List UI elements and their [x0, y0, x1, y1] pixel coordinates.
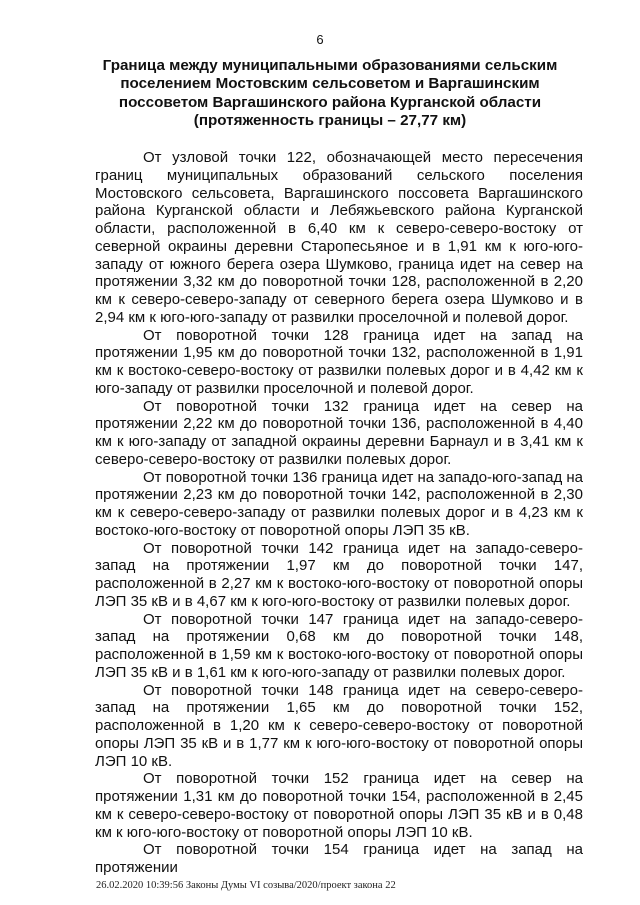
document-footer: 26.02.2020 10:39:56 Законы Думы VI созыва/2020/проект закона 22 [96, 880, 396, 891]
paragraph: От узловой точки 122, обозначающей место пересечения границ муниципальных образований сельского поселения Мостовского сельсовета, Варгашинского поссовета Варгашинского района Курганской области и Лебяжьевского района Курганской области, расположенной в 6,40 км к северо-северо-востоку от северной окраины деревни Старопесьяное и в 1,91 км к юго-юго-западу от южного берега озера Шумково, граница идет на север на протяжении 3,32 км до поворотной точки 128, расположенной в 2,20 км к северо-северо-западу от северного берега озера Шумково и в 2,94 км к юго-юго-западу от развилки проселочной и полевой дорог. [95, 149, 583, 326]
heading-line: поселением Мостовским сельсоветом и Варгашинским [120, 75, 540, 93]
paragraph: От поворотной точки 147 граница идет на западо-северо-запад на протяжении 0,68 км до поворотной точки 148, расположенной в 1,59 км к востоко-юго-востоку от поворотной опоры ЛЭП 35 кВ и в 1,61 км к юго-юго-западу от развилки полевых дорог. [95, 610, 583, 681]
page-number: 6 [316, 32, 324, 47]
document-heading [95, 57, 565, 131]
heading-line: (протяженность границы – 27,77 км) [193, 112, 467, 130]
paragraph: От поворотной точки 128 граница идет на запад на протяжении 1,95 км до поворотной точки 132, расположенной в 1,91 км к востоко-северо-востоку от развилки полевых дорог и в 4,42 км к юго-западу от развилки проселочной и полевой дорог. [95, 326, 583, 397]
heading-line: поссоветом Варгашинского района Курганской области [118, 93, 542, 111]
paragraph: От поворотной точки 152 граница идет на север на протяжении 1,31 км до поворотной точки 154, расположенной в 2,45 км к северо-северо-востоку от поворотной опоры ЛЭП 35 кВ и в 0,48 км к юго-юго-востоку от поворотной опоры ЛЭП 10 кВ. [95, 770, 583, 841]
paragraph: От поворотной точки 148 граница идет на северо-северо-запад на протяжении 1,65 км до поворотной точки 152, расположенной в 1,20 км к северо-северо-востоку от поворотной опоры ЛЭП 35 кВ и в 1,77 км к юго-юго-востоку от поворотной опоры ЛЭП 10 кВ. [95, 681, 583, 770]
document-body [95, 149, 583, 877]
paragraph: От поворотной точки 132 граница идет на север на протяжении 2,22 км до поворотной точки 136, расположенной в 4,40 км к юго-западу от западной окраины деревни Барнаул и в 3,41 км к северо-северо-востоку от развилки полевых дорог. [95, 397, 583, 468]
paragraph: От поворотной точки 136 граница идет на западо-юго-запад на протяжении 2,23 км до поворотной точки 142, расположенной в 2,30 км к северо-северо-западу от развилки полевых дорог и в 4,23 км к востоко-юго-востоку от поворотной опоры ЛЭП 35 кВ. [95, 468, 584, 539]
paragraph: От поворотной точки 154 граница идет на запад на протяжении [95, 841, 583, 876]
heading-line: Граница между муниципальными образованиями сельским [102, 57, 558, 74]
paragraph: От поворотной точки 142 граница идет на западо-северо-запад на протяжении 1,97 км до поворотной точки 147, расположенной в 2,27 км к востоко-юго-востоку от поворотной опоры ЛЭП 35 кВ и в 4,67 км к юго-юго-востоку от развилки полевых дорог. [95, 539, 583, 610]
